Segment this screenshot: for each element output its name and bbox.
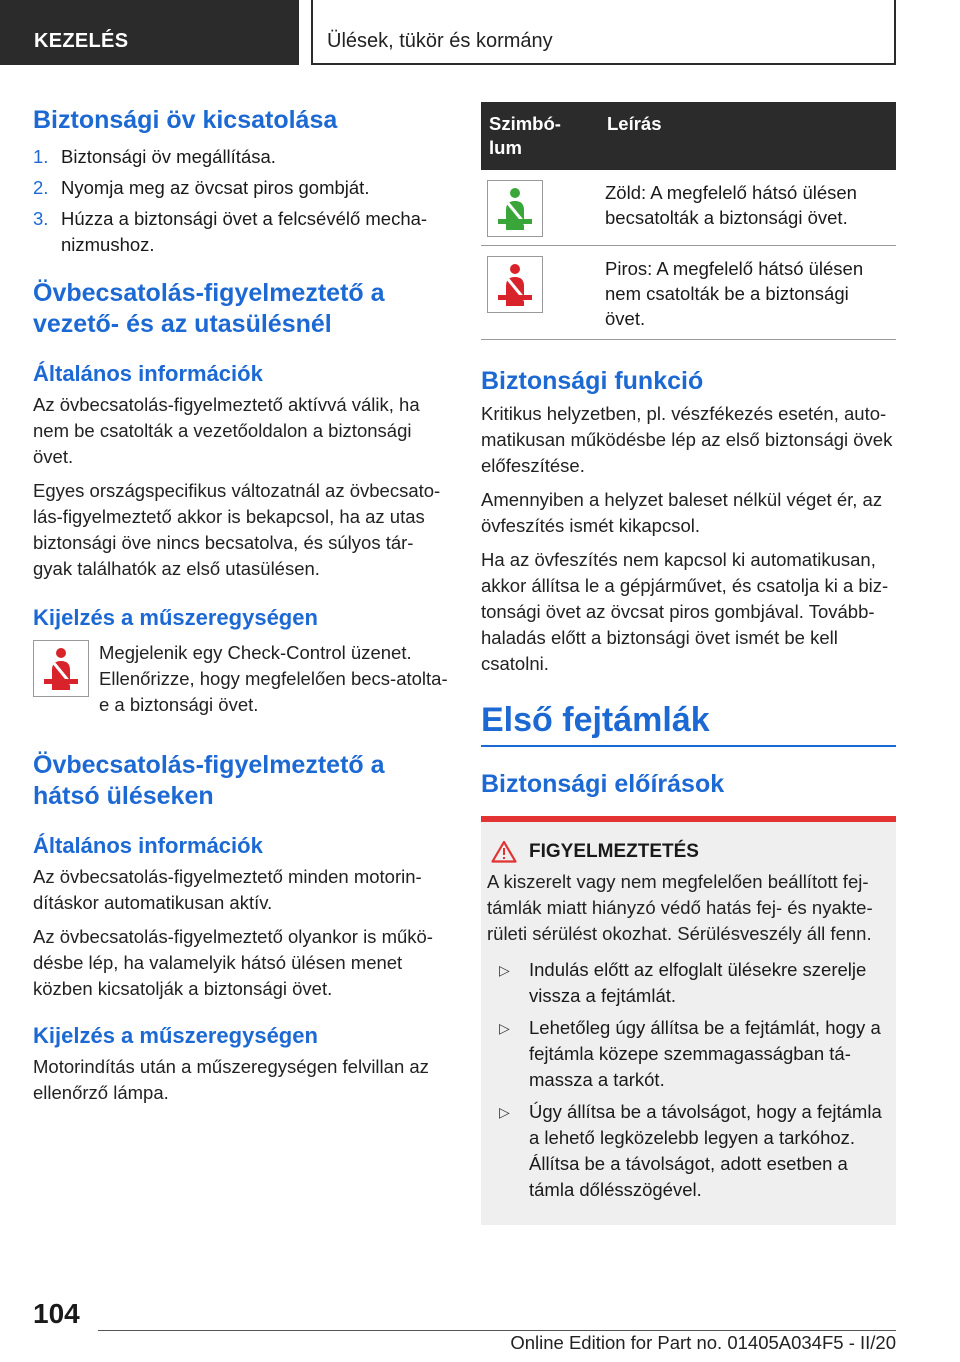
warning-box xyxy=(481,816,896,1225)
step-number: 2. xyxy=(33,177,49,198)
warning-list xyxy=(487,957,888,1203)
table-row xyxy=(481,170,896,246)
bullet-glyph: ▷ xyxy=(499,1020,510,1036)
warning-label: FIGYELMEZTETÉS xyxy=(529,840,699,862)
rear-general-title: Általános információk xyxy=(33,833,263,858)
footer-divider xyxy=(98,1330,896,1331)
rear-display-text: Motorindítás után a műszeregységen felvillan az ellenőrző lámpa. xyxy=(33,1056,429,1103)
step-text: Biztonsági öv megállítása. xyxy=(61,146,276,167)
left-column xyxy=(33,102,448,1106)
driver-display-title: Kijelzés a műszeregységen xyxy=(33,605,318,630)
footer-edition: Online Edition for Part no. 01405A034F5 - II/20 xyxy=(510,1332,896,1353)
headrest-title: Első fejtámlák xyxy=(481,699,896,747)
driver-display-text: Megjelenik egy Check-Control üzenet. Ellenőrizze, hogy megfelelően becs‐atolta-e a biztonsági övet. xyxy=(99,642,448,715)
step-number: 3. xyxy=(33,208,49,229)
bullet-glyph: ▷ xyxy=(499,1104,510,1120)
safety-paragraph-1: Kritikus helyzetben, pl. vészfékezés esetén, auto‐matikusan működésbe lép az első biztonsági övek előfeszítése. xyxy=(481,403,893,476)
warning-triangle-icon xyxy=(491,840,517,863)
step-item xyxy=(33,144,448,170)
driver-paragraph-2: Egyes országspecifikus változatnál az övbecsato‐lás-figyelmeztető akkor is bekapcsol, ha az utas biztonsági öve nincs becsatolva, és súlyos tár‐gyak találhatók az első utasülésen. xyxy=(33,480,441,579)
table-header-symbol: Szimbó‐lum xyxy=(481,102,599,170)
warning-text: A kiszerelt vagy nem megfelelően beállított fej‐támlák miatt hiányzó védő hatás fej- és nyakte‐rületi sérülést okozhat. Sérülésveszély áll fenn. xyxy=(487,871,873,944)
table-row xyxy=(481,246,896,340)
table-header-row xyxy=(481,102,896,170)
safety-paragraph-2: Amennyiben a helyzet baleset nélkül véget ér, az övfeszítés ismét kikapcsol. xyxy=(481,489,883,536)
rear-title: Övbecsatolás-figyelmeztető a hátsó üléseken xyxy=(33,751,385,810)
seatbelt-green-icon xyxy=(487,180,543,237)
driver-title: Övbecsatolás-figyelmeztető a vezető- és az utasülésnél xyxy=(33,279,385,338)
step-item xyxy=(33,206,448,258)
bullet-glyph: ▷ xyxy=(499,962,510,978)
driver-paragraph-1: Az övbecsatolás-figyelmeztető aktívvá válik, ha nem be csatolták a vezetőoldalon a biztonsági övet. xyxy=(33,394,420,467)
table-cell-description: Piros: A megfelelő hátsó ülésen nem csatolták be a biztonsági övet. xyxy=(599,246,896,340)
safety-paragraph-3: Ha az övfeszítés nem kapcsol ki automatikusan, akkor állítsa le a gépjárművet, és csatolja ki a biz‐tonsági övet az övcsat piros gombjával. Tovább‐haladás előtt a biztonsági övet ismét be kell csatolni. xyxy=(481,549,889,674)
table-cell-description: Zöld: A megfelelő hátsó ülésen becsatolták a biztonsági övet. xyxy=(599,170,896,246)
list-item xyxy=(487,957,888,1009)
right-column xyxy=(481,102,896,1225)
rear-display-title: Kijelzés a műszeregységen xyxy=(33,1023,318,1048)
header-chapter-label: Ülések, tükör és kormány xyxy=(327,30,553,52)
seatbelt-warning-icon xyxy=(33,640,89,697)
symbol-table xyxy=(481,102,896,340)
list-item xyxy=(487,1015,888,1093)
step-text: Nyomja meg az övcsat piros gombját. xyxy=(61,177,370,198)
fasten-steps xyxy=(33,144,448,258)
table-header-description: Leírás xyxy=(599,102,896,170)
step-item xyxy=(33,175,448,201)
step-text: Húzza a biztonsági övet a felcsévélő mecha‐nizmushoz. xyxy=(61,208,428,255)
warning-header xyxy=(491,840,888,863)
table-cell-symbol xyxy=(481,170,599,246)
header-section-tab xyxy=(0,0,299,65)
list-item-text: Indulás előtt az elfoglalt ülésekre szerelje vissza a fejtámlát. xyxy=(529,959,867,1006)
driver-general-title: Általános információk xyxy=(33,361,263,386)
fasten-title: Biztonsági öv kicsatolása xyxy=(33,106,338,134)
driver-indicator xyxy=(33,640,448,718)
page-number: 104 xyxy=(33,1298,80,1329)
seatbelt-red-icon xyxy=(487,256,543,313)
header-chapter-tab xyxy=(311,0,896,65)
list-item xyxy=(487,1099,888,1203)
header-section-label: KEZELÉS xyxy=(34,30,129,52)
safety-title: Biztonsági funkció xyxy=(481,367,704,395)
list-item-text: Lehetőleg úgy állítsa be a fejtámlát, hogy a fejtámla közepe szemmagasságban tá‐massza a tarkót. xyxy=(529,1017,881,1090)
rear-paragraph-1: Az övbecsatolás-figyelmeztető minden motorin‐dításkor automatikusan aktív. xyxy=(33,866,422,913)
step-number: 1. xyxy=(33,146,49,167)
rules-title: Biztonsági előírások xyxy=(481,770,725,798)
rear-paragraph-2: Az övbecsatolás-figyelmeztető olyankor is műkö‐désbe lép, ha valamelyik hátsó ülésen menet közben kicsatolják a biztonsági övet. xyxy=(33,926,433,999)
list-item-text: Úgy állítsa be a távolságot, hogy a fejtámla a lehető legközelebb legyen a tarkóhoz. Állítsa be a távolságot, adott esetben a támla dőlésszögével. xyxy=(529,1101,882,1200)
header-divider xyxy=(311,0,313,65)
table-cell-symbol xyxy=(481,246,599,340)
